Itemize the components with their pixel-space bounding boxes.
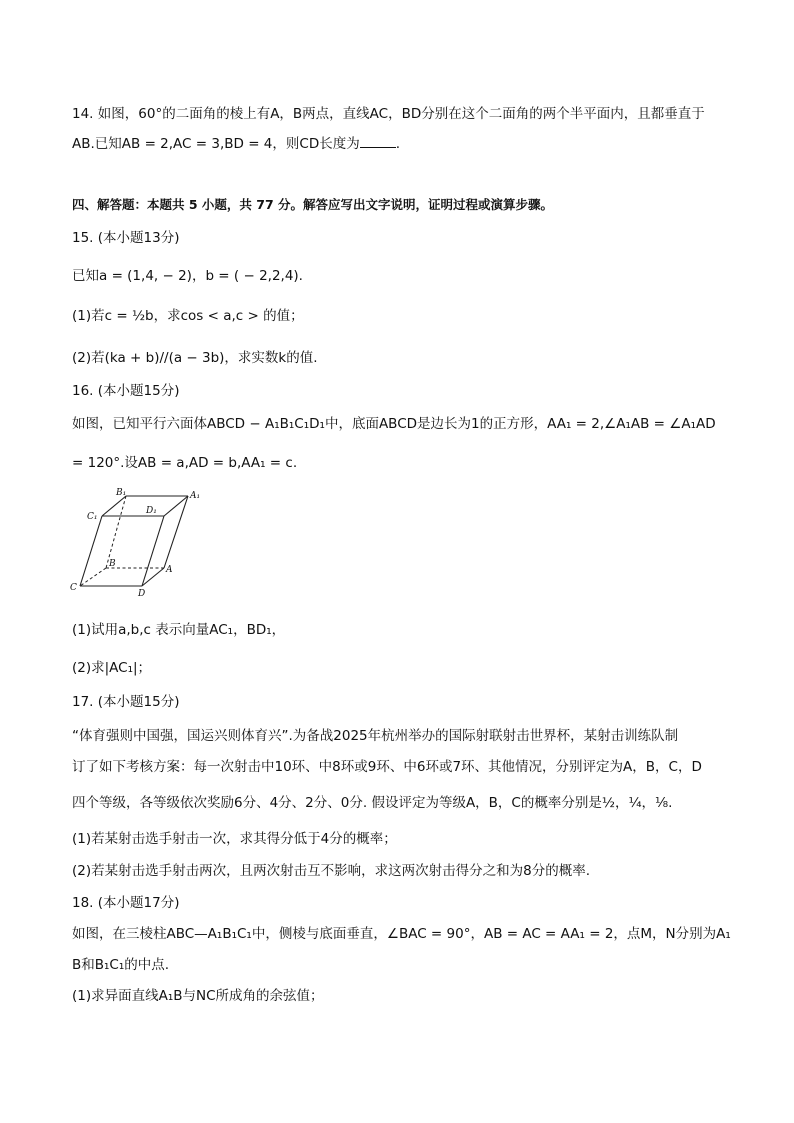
q17-line3: 四个等级，各等级依次奖励6分、4分、2分、0分. 假设评定为等级A，B，C的概率分别是½，¼，⅛. <box>72 795 673 811</box>
answer-blank[interactable] <box>360 135 396 148</box>
label-b: B <box>109 559 116 569</box>
q18-line2: B和B₁C₁的中点. <box>72 957 170 973</box>
q17-line2: 订了如下考核方案：每一次射击中10环、中8环或9环、中6环或7环、其他情况，分别评定为A，B，C，D <box>72 759 702 775</box>
section-heading: 四、解答题：本题共 5 小题，共 77 分。解答应写出文字说明，证明过程或演算步骤。 <box>72 197 554 212</box>
label-b1: B₁ <box>116 488 127 498</box>
q16-line1: 如图，已知平行六面体ABCD − A₁B₁C₁D₁中，底面ABCD是边长为1的正方形，AA₁ = 2,∠A₁AB = ∠A₁AD <box>72 416 716 432</box>
q14-line2-text: AB.已知AB = 2,AC = 3,BD = 4，则CD长度为 <box>72 136 360 152</box>
label-c1: C₁ <box>87 512 98 522</box>
q18-head: 18. (本小题17分) <box>72 895 180 911</box>
q17-head: 17. (本小题15分) <box>72 694 180 710</box>
q15-head: 15. (本小题13分) <box>72 230 180 246</box>
q14-line1: 14. 如图，60°的二面角的棱上有A，B两点，直线AC，BD分别在这个二面角的两个半平面内，且都垂直于 <box>72 106 705 122</box>
q16-part2: (2)求|AC₁|； <box>72 660 152 676</box>
label-d1: D₁ <box>146 506 157 516</box>
q16-line2: = 120°.设AB = a,AD = b,AA₁ = c. <box>72 455 298 471</box>
label-a1: A₁ <box>190 491 201 501</box>
label-a: A <box>166 565 173 575</box>
q17-line1: “体育强则中国强，国运兴则体育兴”.为备战2025年杭州举办的国际射联射击世界杯，某射击训练队制 <box>72 728 679 744</box>
q15-part1: (1)若c = ½b，求cos < a,c > 的值； <box>72 308 304 324</box>
q14-line2 <box>72 134 734 154</box>
q17-part2: (2)若某射击选手射击两次，且两次射击互不影响，求这两次射击得分之和为8分的概率. <box>72 863 591 879</box>
q14-end: . <box>395 136 401 152</box>
q15-part2: (2)若(ka + b)//(a − 3b)，求实数k的值. <box>72 350 318 366</box>
q18-part1: (1)求异面直线A₁B与NC所成角的余弦值； <box>72 988 324 1004</box>
q17-part1: (1)若某射击选手射击一次，求其得分低于4分的概率； <box>72 831 397 847</box>
parallelepiped-figure <box>66 486 206 598</box>
q15-given: 已知a = (1,4, − 2)，b = ( − 2,2,4). <box>72 268 303 284</box>
label-d: D <box>138 589 146 598</box>
q18-line1: 如图，在三棱柱ABC—A₁B₁C₁中，侧棱与底面垂直，∠BAC = 90°，AB = AC = AA₁ = 2，点M，N分别为A₁ <box>72 926 731 942</box>
label-c: C <box>70 583 77 593</box>
q16-part1: (1)试用a,b,c 表示向量AC₁，BD₁， <box>72 622 286 638</box>
q16-head: 16. (本小题15分) <box>72 383 180 399</box>
